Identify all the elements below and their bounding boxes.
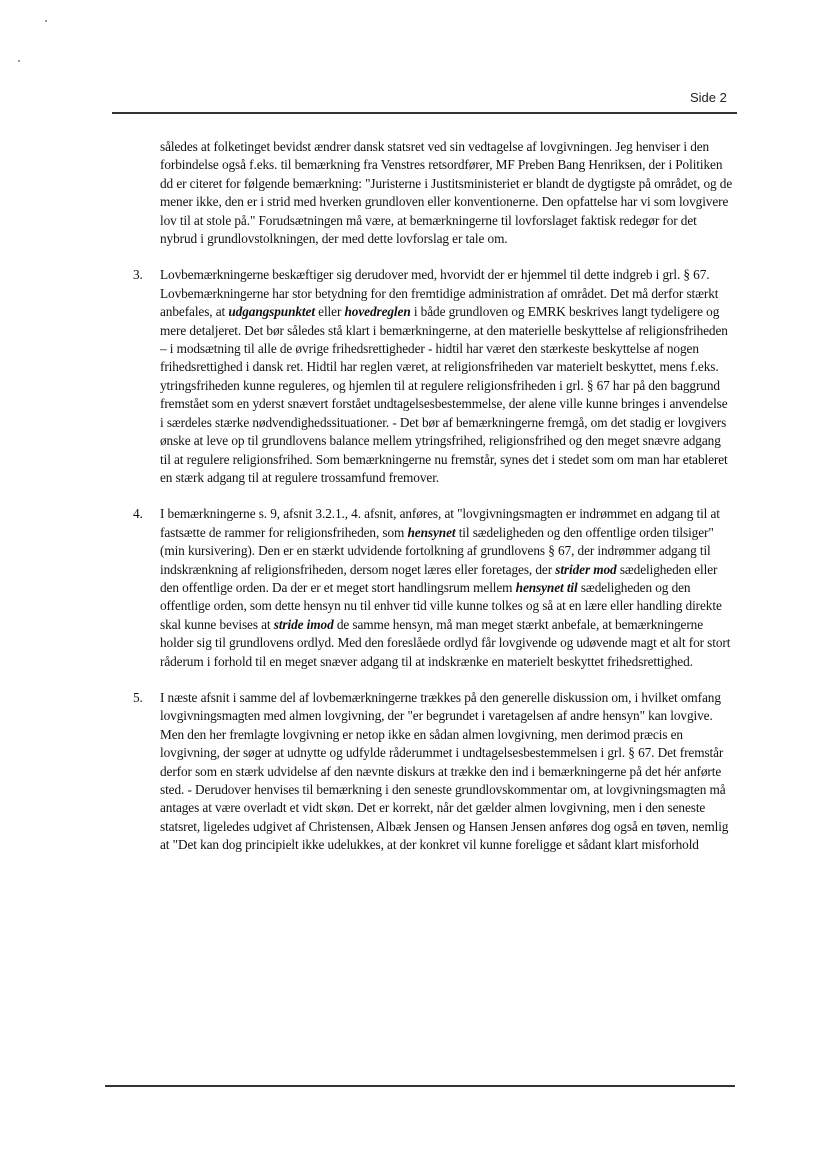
emphasis: stride imod	[273, 616, 334, 632]
header-rule	[112, 112, 737, 114]
scan-speck	[45, 20, 47, 22]
intro-paragraph: således at folketinget bevidst ændrer dansk statsret ved sin vedtagelse af lovgivningen. Jeg henviser i den forbindelse også f.eks. til bemærkning fra Venstres retsordfører, MF Preben Bang Henriksen, der i Politiken dd er citeret for følgende bemærkning: "Juristerne i Justitsministeriet er blandt de dygtigste på området, og de mener ikke, den er i strid med hverken grundloven eller konventionerne. Den opfattelse har vi som lovgivere lov til at stole på." Forudsætningen må være, at bemærkningerne til lovforslaget faktisk redegør for det nybrud i grundlovstolkningen, der med dette lovforslag er tale om.	[160, 139, 733, 247]
document-body	[133, 138, 733, 855]
list-item-4	[133, 505, 733, 671]
item-number: 5.	[133, 689, 143, 705]
item-text: sædeligheden og den offentlige orden, som dette hensyn nu til enhver tid ville kunne tolkes og så at en lære eller handling direkte skal kunne bevises at	[160, 579, 722, 632]
list-item-3	[133, 266, 733, 487]
emphasis: hovedreglen	[344, 304, 411, 320]
emphasis: hensynet	[407, 524, 456, 540]
footer-rule	[105, 1085, 735, 1087]
item-text: de samme hensyn, må man meget stærkt anbefale, at bemærkningerne holder sig til grundlovens ordlyd. Med den foreslåede ordlyd får lovgivende og udøvende magt et alt for stort råderum i forhold til en meget snæver adgang til at indskrænke en materielt beskyttet frihedsrettighed.	[160, 616, 731, 669]
emphasis: strider mod	[555, 561, 617, 577]
emphasis: hensynet til	[515, 579, 578, 595]
item-text: til sædeligheden og den offentlige orden tilsiger" (min kursivering). Den er en stærkt udvidende fortolkning af grundlovens § 67, der indrømmer adgang til indskrænkning af religionsfriheden, dersom noget læres eller foretages, der	[160, 524, 714, 577]
item-text: i både grundloven og EMRK beskrives langt tydeligere og mere detaljeret. Det bør således stå klart i bemærkningerne, at den materielle beskyttelse af religionsfriheden – i modsætning til alle de øvrige frihedsrettigheder - hidtil har været den stærkeste beskyttelse af nogen frihedsrettighed i dansk ret. Hidtil har reglen været, at religionsfriheden var materielt beskyttet, mens f.eks. ytringsfriheden kunne reguleres, og hjemlen til at regulere religionsfriheden i grl. § 67 har på den baggrund fremstået som en yderst snævert forstået undtagelsesbestemmelse, der alene ville kunne bringes i anvendelse i særdeles stærke nødvendighedssituationer. - Det bør af bemærkningerne fremgå, om det stadig er lovgivers ønske at leve op til grundlovens balance mellem ytringsfrihed, religionsfrihed og den meget snævre adgang til at regulere religionsfrihed. Som bemærkningerne nu fremstår, synes det i stedet som om man har etableret en stærk adgang til at regulere trossamfund fremover.	[160, 304, 728, 485]
page-number: Side 2	[690, 90, 727, 105]
item-text: I bemærkningerne s. 9, afsnit 3.2.1., 4. afsnit, anføres, at "lovgivningsmagten er indrømmet en adgang til at fastsætte de rammer for religionsfriheden, som	[160, 506, 720, 540]
item-text: Lovbemærkningerne beskæftiger sig derudover med, hvorvidt der er hjemmel til dette indgreb i grl. § 67. Lovbemærkningerne har stor betydning for den fremtidige administration af området. Det må derfor stærkt anbefales, at	[160, 267, 719, 320]
item-text: eller	[314, 304, 345, 320]
scan-speck	[18, 60, 20, 62]
emphasis: udgangspunktet	[228, 304, 315, 320]
item-number: 4.	[133, 506, 143, 522]
list-item-5	[133, 689, 733, 855]
item-number: 3.	[133, 267, 143, 283]
item-text: sædeligheden eller den offentlige orden. Da der er et meget stort handlingsrum mellem	[160, 561, 718, 595]
item-text: I næste afsnit i samme del af lovbemærkningerne trækkes på den generelle diskussion om, i hvilket omfang lovgivningsmagten med almen lovgivning, der "er begrundet i varetagelsen af andre hensyn" kan lovgive. Men den her fremlagte lovgivning er netop ikke en sådan almen lovgivning, men derimod præcis en lovgivning, der søger at udnytte og udfylde råderummet i undtagelsesbestemmelsen i grl. § 67. Det fremstår derfor som en stærk udvidelse af den nævnte diskurs at trække den ind i bemærkningerne på det hér anførte sted. - Derudover henvises til bemærkning i den seneste grundlovskommentar om, at lovgivningsmagten må antages at være overladt et vidt skøn. Det er korrekt, når det gælder almen lovgivning, men i den seneste statsret, ligeledes udgivet af Christensen, Albæk Jensen og Hansen Jensen anføres dog også en tøven, nemlig at "Det kan dog principielt ikke udelukkes, at der konkret vil kunne foreligge et sådant klart misforhold	[160, 689, 729, 853]
